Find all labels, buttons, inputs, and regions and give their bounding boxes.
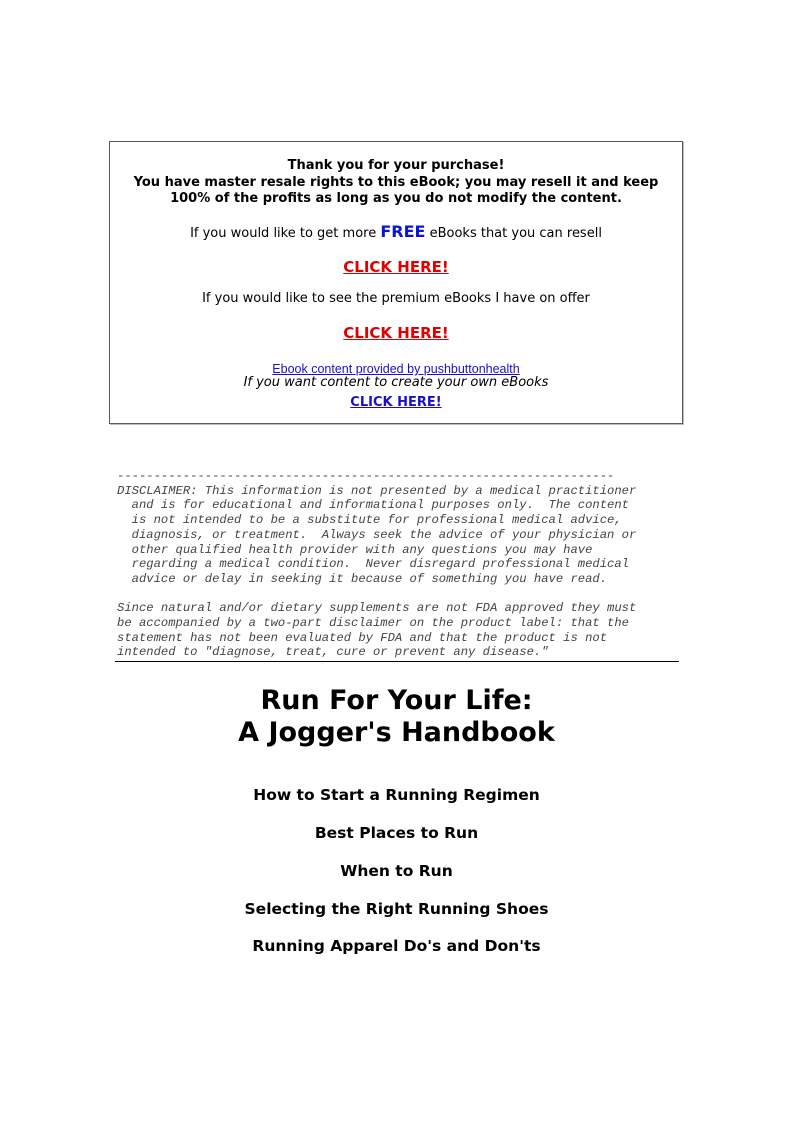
- resale-rights-line-2: 100% of the profits as long as you do not modify the content.: [170, 191, 622, 206]
- free-prefix: If you would like to get more: [190, 226, 381, 241]
- premium-ebooks-click-here-link[interactable]: CLICK HERE!: [343, 324, 449, 342]
- promo-box: [109, 141, 683, 424]
- resale-rights-line-1: You have master resale rights to this eBook; you may resell it and keep: [133, 175, 659, 190]
- free-word: FREE: [380, 222, 426, 241]
- toc-item: How to Start a Running Regimen: [253, 786, 540, 804]
- fda-line: intended to "diagnose, treat, cure or prevent any disease.": [117, 645, 549, 660]
- toc-item: Running Apparel Do's and Don'ts: [252, 937, 541, 955]
- fda-line: be accompanied by a two-part disclaimer on the product label: that the: [117, 616, 629, 631]
- book-title-line-2: A Jogger's Handbook: [238, 717, 555, 748]
- thank-you-text: Thank you for your purchase!: [287, 158, 505, 173]
- disclaimer-line: other qualified health provider with any questions you may have: [117, 542, 593, 557]
- disclaimer-divider: [115, 661, 679, 662]
- disclaimer-block: [117, 469, 687, 660]
- toc-item: Selecting the Right Running Shoes: [244, 900, 549, 918]
- fda-line: statement has not been evaluated by FDA and that the product is not: [117, 630, 608, 645]
- own-content-text: If you want content to create your own eBooks: [243, 375, 549, 390]
- free-ebooks-click-here-link[interactable]: CLICK HERE!: [343, 258, 449, 276]
- fda-line: Since natural and/or dietary supplements are not FDA approved they must: [117, 601, 637, 616]
- disclaimer-dashes: --------------------------------------------------------------------: [117, 469, 615, 483]
- toc-item: When to Run: [340, 862, 453, 880]
- book-title-line-1: Run For Your Life:: [260, 685, 533, 716]
- toc-item: Best Places to Run: [314, 824, 479, 842]
- free-ebooks-text: [110, 222, 682, 241]
- premium-ebooks-text: If you would like to see the premium eBooks I have on offer: [202, 291, 590, 306]
- pushbuttonhealth-link[interactable]: Ebook content provided by pushbuttonhealth: [272, 362, 520, 376]
- disclaimer-line: diagnosis, or treatment. Always seek the advice of your physician or: [117, 527, 637, 542]
- free-suffix: eBooks that you can resell: [425, 226, 602, 241]
- content-click-here-link[interactable]: CLICK HERE!: [350, 395, 442, 410]
- disclaimer-line: regarding a medical condition. Never disregard professional medical: [117, 557, 629, 572]
- disclaimer-line: and is for educational and informational purposes only. The content: [117, 498, 629, 513]
- disclaimer-line: is not intended to be a substitute for professional medical advice,: [117, 513, 622, 528]
- disclaimer-line: DISCLAIMER: This information is not presented by a medical practitioner: [117, 483, 637, 498]
- disclaimer-line: advice or delay in seeking it because of something you have read.: [117, 571, 608, 586]
